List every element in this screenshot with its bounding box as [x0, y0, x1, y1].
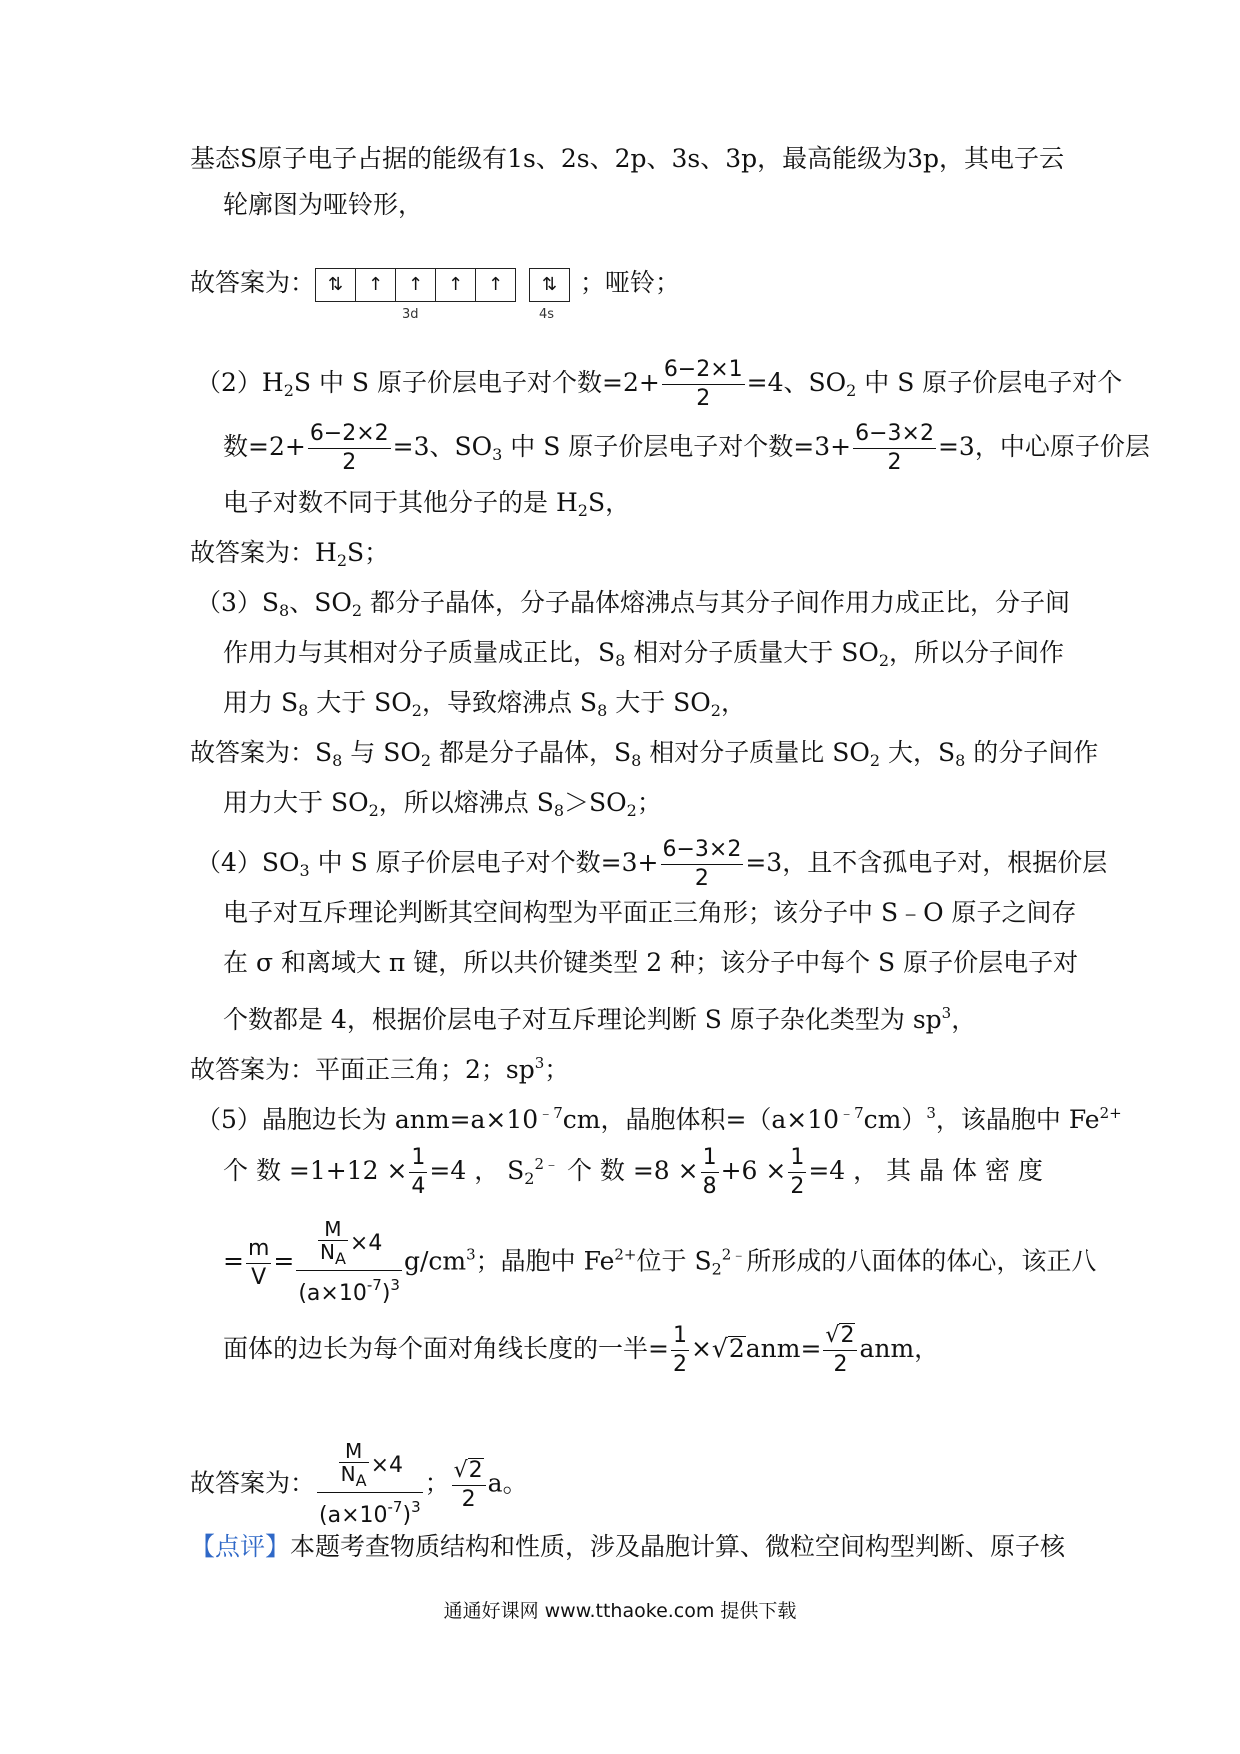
text-line: 用力 $S_8$ 大于 $SO_2$，导致熔沸点 $S_8$ 大于 $SO_2$， — [223, 688, 746, 720]
fraction: $\frac{m}{V}$ — [247, 1235, 270, 1290]
text-line: $(3)S_8$、$SO_2$ 都分子晶体，分子晶体熔沸点与其分子间作用力成正比，分子间 — [196, 588, 1070, 620]
text-line: $(2)H_2S$ 中 S 原子价层电子对个数=2+ $\frac{6-2\times 1}{2}$ =4、$SO_2$ 中 S 原子价层电子对个 — [196, 357, 1123, 411]
fraction: $\frac{1}{2}$ — [790, 1145, 805, 1199]
text-line: 轮廓图为哑铃形， — [223, 190, 424, 219]
orbital-box: ⇅ — [316, 269, 356, 301]
answer-line: 故答案为：$S_8$ 与 $SO_2$ 都是分子晶体，$S_8$ 相对分子质量比 $SO_2$ 大，$S_8$ 的分子间作 — [190, 738, 1099, 770]
fraction: $\frac{6-3\times 2}{2}$ — [855, 421, 934, 475]
orbital-label-4s: 4s — [539, 307, 555, 322]
orbital-label-3d: 3d — [402, 307, 419, 322]
orbital-diagram-4s — [529, 268, 570, 302]
comment-line: 【点评】本题考查物质结构和性质，涉及晶胞计算、微粒空间构型判断、原子核 — [190, 1532, 1066, 1561]
fraction: $\frac{M}{N_A}$ — [319, 1217, 346, 1268]
text-line: （5）晶胞边长为 $anm=a\times 10^{﹣7}cm$，晶胞体积$=(a\times 10^{﹣7}cm)^3$，该晶胞中 $Fe^{2+}$ — [196, 1104, 1122, 1134]
fraction: $\frac{1}{8}$ — [702, 1145, 717, 1199]
text-line: 用力大于 $SO_2$，所以熔沸点 $S_8>SO_2$； — [223, 788, 662, 820]
orbital-diagram-3d — [315, 268, 516, 302]
orbital-box: ↑ — [487, 274, 504, 295]
page-footer: 通通好课网 www.tthaoke.com 提供下载 — [443, 1600, 797, 1622]
big-fraction: $\frac{M}{N_A}$ ×4 $(a\times 10^{-7})^3$ — [319, 1439, 421, 1528]
fraction: $\frac{1}{4}$ — [411, 1145, 426, 1199]
fraction: $\frac{√2}{2}$ — [823, 1322, 857, 1379]
orbital-box: ↑ — [396, 269, 436, 301]
text-line: 数=2+ $\frac{6-2\times 2}{2}$ =3、$SO_3$ 中 S 原子价层电子对个数=3+ $\frac{6-3\times 2}{2}$ =3，中心原子价层 — [223, 421, 1150, 475]
fraction: $\frac{6-2\times 2}{2}$ — [309, 421, 389, 475]
fraction: $\frac{√2}{2}$ — [452, 1457, 486, 1514]
text-line: = $\frac{m}{V}$ = $\frac{M}{N_A}$ ×4 $(a\times 10^{-7})^3$ $g/cm^3$；晶胞中 $Fe^{2+}$位于 $S_2^{2﹣}$所形成的八面体的体心，该正八 — [223, 1217, 1097, 1306]
fraction: $\frac{1}{2}$ — [672, 1323, 687, 1377]
orbital-box: ↑ — [356, 269, 396, 301]
answer-label: 故答案为： — [190, 268, 316, 297]
answer-suffix: ；哑铃； — [580, 268, 681, 297]
text-line: 电子对数不同于其他分子的是 $H_2S$， — [223, 488, 631, 520]
comment-tag: 【点评】 — [190, 1532, 291, 1561]
text-line: 作用力与其相对分子质量成正比，$S_8$ 相对分子质量大于 $SO_2$，所以分子间作 — [223, 638, 1065, 670]
text-line: 面体的边长为每个面对角线长度的一半= $\frac{1}{2}$ ×√2anm= $\frac{√2}{2}$ anm， — [223, 1323, 940, 1377]
orbital-box: ⇅ — [541, 274, 558, 295]
big-fraction: $\frac{M}{N_A}$ ×4 $(a\times 10^{-7})^3$ — [298, 1217, 400, 1306]
text-line: 在 σ 和离域大 π 键，所以共价键类型 2 种；该分子中每个 S 原子价层电子对 — [223, 948, 1079, 977]
orbital-box: ↑ — [436, 269, 476, 301]
text-line: 个 数 =1+12 × $\frac{1}{4}$ =4 ， $S_2^{2﹣}$ 个 数 =8 × $\frac{1}{8}$ +6 × $\frac{1}{2}$ =4 ， 其 晶 体 密 度 — [223, 1145, 1043, 1199]
text-line: 电子对互斥理论判断其空间构型为平面正三角形；该分子中 S﹣O 原子之间存 — [223, 898, 1077, 927]
answer-line: 故答案为：$H_2S$； — [190, 538, 390, 570]
fraction: $\frac{6-2\times 1}{2}$ — [663, 357, 743, 411]
text-line: $(4)SO_3$ 中 S 原子价层电子对个数=3+ $\frac{6-3\times 2}{2}$ =3，且不含孤电子对，根据价层 — [196, 837, 1108, 891]
fraction: $\frac{M}{N_A}$ — [340, 1439, 367, 1490]
text-line: 基态S原子电子占据的能级有1s、2s、2p、3s、3p，最高能级为3p，其电子云 — [190, 144, 1065, 173]
answer-line: 故答案为： $\frac{M}{N_A}$ ×4 $(a\times 10^{-7})^3$ ； $\frac{√2}{2}$ a。 — [190, 1439, 528, 1528]
fraction: $\frac{6-3\times 2}{2}$ — [662, 837, 742, 891]
text-line: 个数都是 4，根据价层电子对互斥理论判断 S 原子杂化类型为 $sp^3$， — [223, 1004, 977, 1034]
answer-line: 故答案为：平面正三角；2；$sp^3$； — [190, 1054, 570, 1084]
